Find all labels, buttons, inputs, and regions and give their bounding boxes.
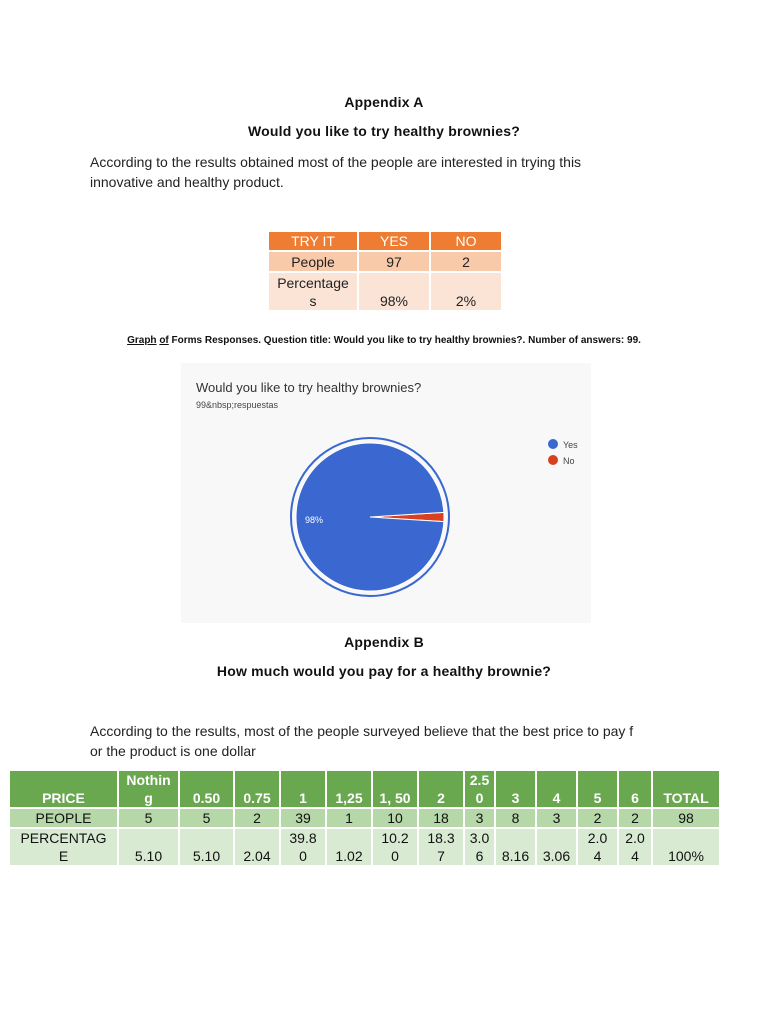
- percentage-line-2-8: 6: [475, 848, 484, 864]
- graph-caption: [0, 335, 768, 346]
- legend-yes-swatch: [548, 439, 558, 449]
- legend-no-swatch: [548, 455, 558, 465]
- appendix-a-question: Would you like to try healthy brownies?: [247, 123, 521, 139]
- percentage-line-2-1: 5.10: [134, 848, 163, 864]
- price-header-row: [9, 770, 720, 808]
- price-header-line-2-13: TOTAL: [663, 790, 709, 806]
- price-header-line-2-12: 6: [631, 790, 639, 806]
- price-header-cell: [618, 770, 652, 808]
- price-header-cell: [418, 770, 464, 808]
- yes-slice-label: 98%: [305, 515, 324, 525]
- price-header-line-2-3: 0.75: [243, 790, 271, 806]
- percentage-cell: [280, 828, 326, 866]
- appendix-b-paragraph-line-1: According to the results, most of the people surveyed believe that the best price to pay f: [90, 723, 634, 739]
- chart-subtitle: 99&nbsp;respuestas: [196, 400, 279, 410]
- percentages-label-line-1: Percentage: [277, 274, 349, 291]
- people-no: 2: [430, 251, 502, 272]
- people-cell: 5: [118, 808, 179, 828]
- appendix-b-paragraph-line-2: or the product is one dollar: [90, 743, 256, 759]
- price-header-cell: [326, 770, 372, 808]
- percentage-row: [9, 828, 720, 866]
- yes-header: YES: [358, 231, 430, 251]
- percentages-label: [268, 272, 358, 311]
- percentage-cell: [652, 828, 720, 866]
- percentage-line-1-7: 18.3: [427, 830, 455, 846]
- try-it-header: TRY IT: [268, 231, 358, 251]
- percentage-row-label: [9, 828, 118, 866]
- price-header-cell: [652, 770, 720, 808]
- price-header-cell: [179, 770, 234, 808]
- percentage-cell: [234, 828, 280, 866]
- no-header: NO: [430, 231, 502, 251]
- percentage-line-2-6: 0: [391, 848, 399, 864]
- percentage-cell: [118, 828, 179, 866]
- price-header-cell: [536, 770, 577, 808]
- price-header-line-2-9: 3: [511, 790, 520, 806]
- percentage-line-1-0: PERCENTAG: [20, 830, 107, 846]
- people-cell: 18: [418, 808, 464, 828]
- price-header-line-2-5: 1,25: [335, 790, 363, 806]
- people-row: [9, 808, 720, 828]
- caption-word-graph: Graph: [127, 335, 157, 346]
- try-it-table: [267, 230, 503, 312]
- people-cell: 1: [326, 808, 372, 828]
- appendix-a-heading: Appendix A: [344, 94, 424, 110]
- percentages-label-line-2: s: [309, 292, 317, 309]
- caption-word-of: of: [159, 335, 169, 346]
- percentage-line-2-9: 8.16: [501, 848, 530, 864]
- price-header-cell: [577, 770, 618, 808]
- price-header-line-2-2: 0.50: [192, 790, 221, 806]
- price-header-line-2-4: 1: [299, 790, 307, 806]
- caption-rest: Forms Responses. Question title: Would you like to try healthy brownies?. Number of answers: 99.: [168, 335, 641, 346]
- price-header-cell: [495, 770, 536, 808]
- people-cell: 2: [618, 808, 652, 828]
- legend-no-label: No: [563, 456, 575, 466]
- legend-yes-label: Yes: [563, 440, 578, 450]
- percentage-line-2-0: E: [58, 848, 69, 864]
- percentage-line-2-12: 4: [631, 848, 639, 864]
- percentage-line-2-11: 4: [593, 848, 602, 864]
- percentage-line-1-11: 2.0: [587, 830, 608, 846]
- price-header-line-1-8: 2.5: [469, 772, 490, 788]
- appendix-a-paragraph: [90, 152, 690, 192]
- appendix-b-question: How much would you pay for a healthy brownie?: [216, 663, 552, 679]
- percentage-no: 2%: [430, 272, 502, 311]
- appendix-a-paragraph-line-1: According to the results obtained most of the people are interested in trying this: [90, 154, 582, 170]
- people-row-label: PEOPLE: [9, 808, 118, 828]
- percentage-cell: [577, 828, 618, 866]
- price-header-line-2-0: PRICE: [42, 790, 85, 806]
- percentage-line-2-5: 1.02: [335, 848, 363, 864]
- percentage-line-2-13: 100%: [668, 848, 704, 864]
- appendix-b-heading: Appendix B: [344, 634, 424, 650]
- percentage-line-2-4: 0: [299, 848, 307, 864]
- percentage-line-1-6: 10.2: [381, 830, 409, 846]
- price-header-cell: [118, 770, 179, 808]
- appendix-a-paragraph-line-2: innovative and healthy product.: [90, 174, 284, 190]
- people-cell: 2: [577, 808, 618, 828]
- percentage-line-2-2: 5.10: [192, 848, 221, 864]
- price-header-cell: [464, 770, 495, 808]
- people-cell: 98: [652, 808, 720, 828]
- price-header-line-2-1: g: [144, 790, 153, 806]
- people-cell: 2: [234, 808, 280, 828]
- percentage-cell: [536, 828, 577, 866]
- chart-title: Would you like to try healthy brownies?: [196, 380, 422, 395]
- people-label: People: [268, 251, 358, 272]
- people-cell: 3: [464, 808, 495, 828]
- price-header-line-2-8: 0: [475, 790, 484, 806]
- appendix-b-paragraph: [90, 721, 690, 761]
- percentage-yes: 98%: [358, 272, 430, 311]
- people-cell: 39: [280, 808, 326, 828]
- percentage-cell: [326, 828, 372, 866]
- people-cell: 3: [536, 808, 577, 828]
- percentages-row: [268, 272, 502, 311]
- percentage-line-2-3: 2.04: [243, 848, 271, 864]
- percentage-cell: [372, 828, 418, 866]
- percentage-cell: [418, 828, 464, 866]
- people-cell: 5: [179, 808, 234, 828]
- percentage-cell: [618, 828, 652, 866]
- price-header-line-1-1: Nothin: [126, 772, 171, 788]
- people-yes: 97: [358, 251, 430, 272]
- percentage-cell: [495, 828, 536, 866]
- people-cell: 8: [495, 808, 536, 828]
- percentage-line-1-8: 3.0: [469, 830, 490, 846]
- percentage-line-1-12: 2.0: [625, 830, 645, 846]
- price-header-cell: [234, 770, 280, 808]
- people-cell: 10: [372, 808, 418, 828]
- price-header-line-2-10: 4: [552, 790, 561, 806]
- percentage-line-1-4: 39.8: [289, 830, 317, 846]
- percentage-cell: [464, 828, 495, 866]
- percentage-line-2-10: 3.06: [542, 848, 571, 864]
- price-header-line-2-6: 1, 50: [379, 790, 411, 806]
- price-header-cell: [280, 770, 326, 808]
- price-header-cell: [9, 770, 118, 808]
- price-header-cell: [372, 770, 418, 808]
- price-header-line-2-11: 5: [593, 790, 602, 806]
- percentage-cell: [179, 828, 234, 866]
- price-table: [8, 769, 721, 867]
- price-header-line-2-7: 2: [437, 790, 445, 806]
- percentage-line-2-7: 7: [437, 848, 445, 864]
- people-row: [268, 251, 502, 272]
